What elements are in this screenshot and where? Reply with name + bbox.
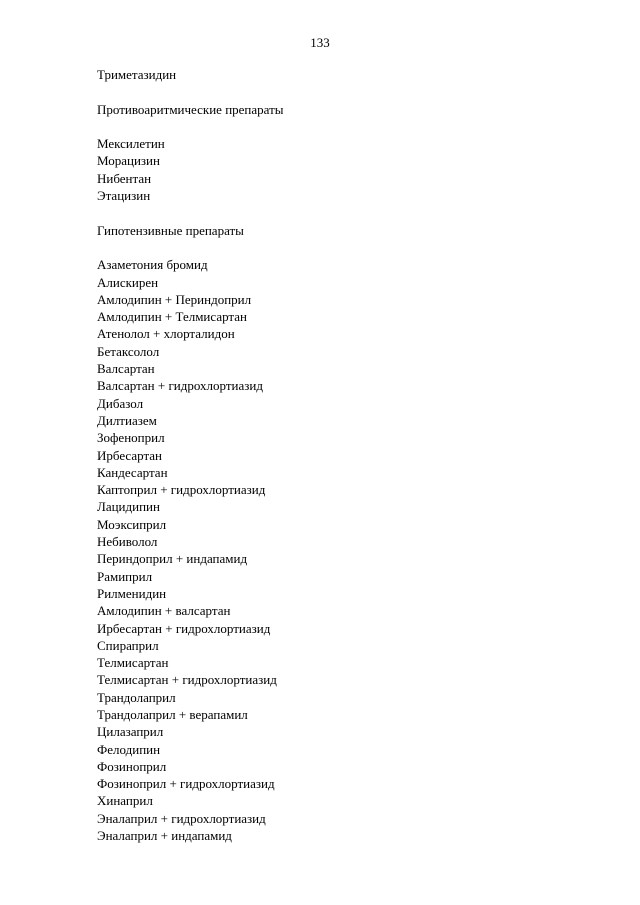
spacer [97, 204, 597, 221]
list-item: Фозиноприл + гидрохлортиазид [97, 776, 275, 792]
spacer [97, 118, 597, 135]
list-item: Трандолаприл + верапамил [97, 706, 248, 722]
spacer [97, 83, 597, 100]
section-heading-antiarrhythmic: Противоаритмические препараты [97, 101, 284, 117]
list-item: Моэксиприл [97, 516, 167, 532]
list-item: Ирбесартан + гидрохлортиазид [97, 620, 271, 636]
list-item: Этацизин [97, 188, 151, 204]
list-item: Мексилетин [97, 136, 165, 152]
document-body [97, 66, 597, 844]
list-item: Хинаприл [97, 793, 153, 809]
list-item: Ирбесартан [97, 447, 163, 463]
list-item: Амлодипин + валсартан [97, 603, 231, 619]
list-item: Лацидипин [97, 499, 160, 515]
spacer [97, 239, 597, 256]
list-item: Кандесартан [97, 464, 168, 480]
list-item: Эналаприл + индапамид [97, 828, 232, 844]
list-item: Рамиприл [97, 568, 153, 584]
list-item: Цилазаприл [97, 724, 164, 740]
list-item: Морацизин [97, 153, 160, 169]
list-item: Атенолол + хлорталидон [97, 326, 235, 342]
list-item: Телмисартан + гидрохлортиазид [97, 672, 277, 688]
list-item: Каптоприл + гидрохлортиазид [97, 482, 266, 498]
section-heading-hypotensive: Гипотензивные препараты [97, 222, 244, 238]
list-item: Эналаприл + гидрохлортиазид [97, 810, 266, 826]
list-item: Фозиноприл [97, 758, 167, 774]
list-item: Нибентан [97, 170, 152, 186]
list-item: Периндоприл + индапамид [97, 551, 248, 567]
list-item: Валсартан + гидрохлортиазид [97, 378, 263, 394]
list-item: Бетаксолол [97, 343, 160, 359]
list-item: Амлодипин + Телмисартан [97, 309, 247, 325]
hypotensive-list [97, 256, 597, 844]
list-item: Небиволол [97, 534, 158, 550]
list-item: Трандолаприл [97, 689, 176, 705]
drug-item-trimetazidine: Триметазидин [97, 67, 177, 82]
list-item: Валсартан [97, 361, 155, 377]
list-item: Дилтиазем [97, 412, 157, 428]
page-number: 133 [310, 35, 330, 50]
list-item: Рилменидин [97, 585, 167, 601]
list-item: Спираприл [97, 637, 159, 653]
list-item: Дибазол [97, 395, 144, 411]
list-item: Фелодипин [97, 741, 161, 757]
list-item: Азаметония бромид [97, 257, 208, 273]
list-item: Зофеноприл [97, 430, 165, 446]
list-item: Амлодипин + Периндоприл [97, 291, 252, 307]
list-item: Телмисартан [97, 655, 169, 671]
antiarrhythmic-list [97, 135, 597, 204]
list-item: Алискирен [97, 274, 159, 290]
